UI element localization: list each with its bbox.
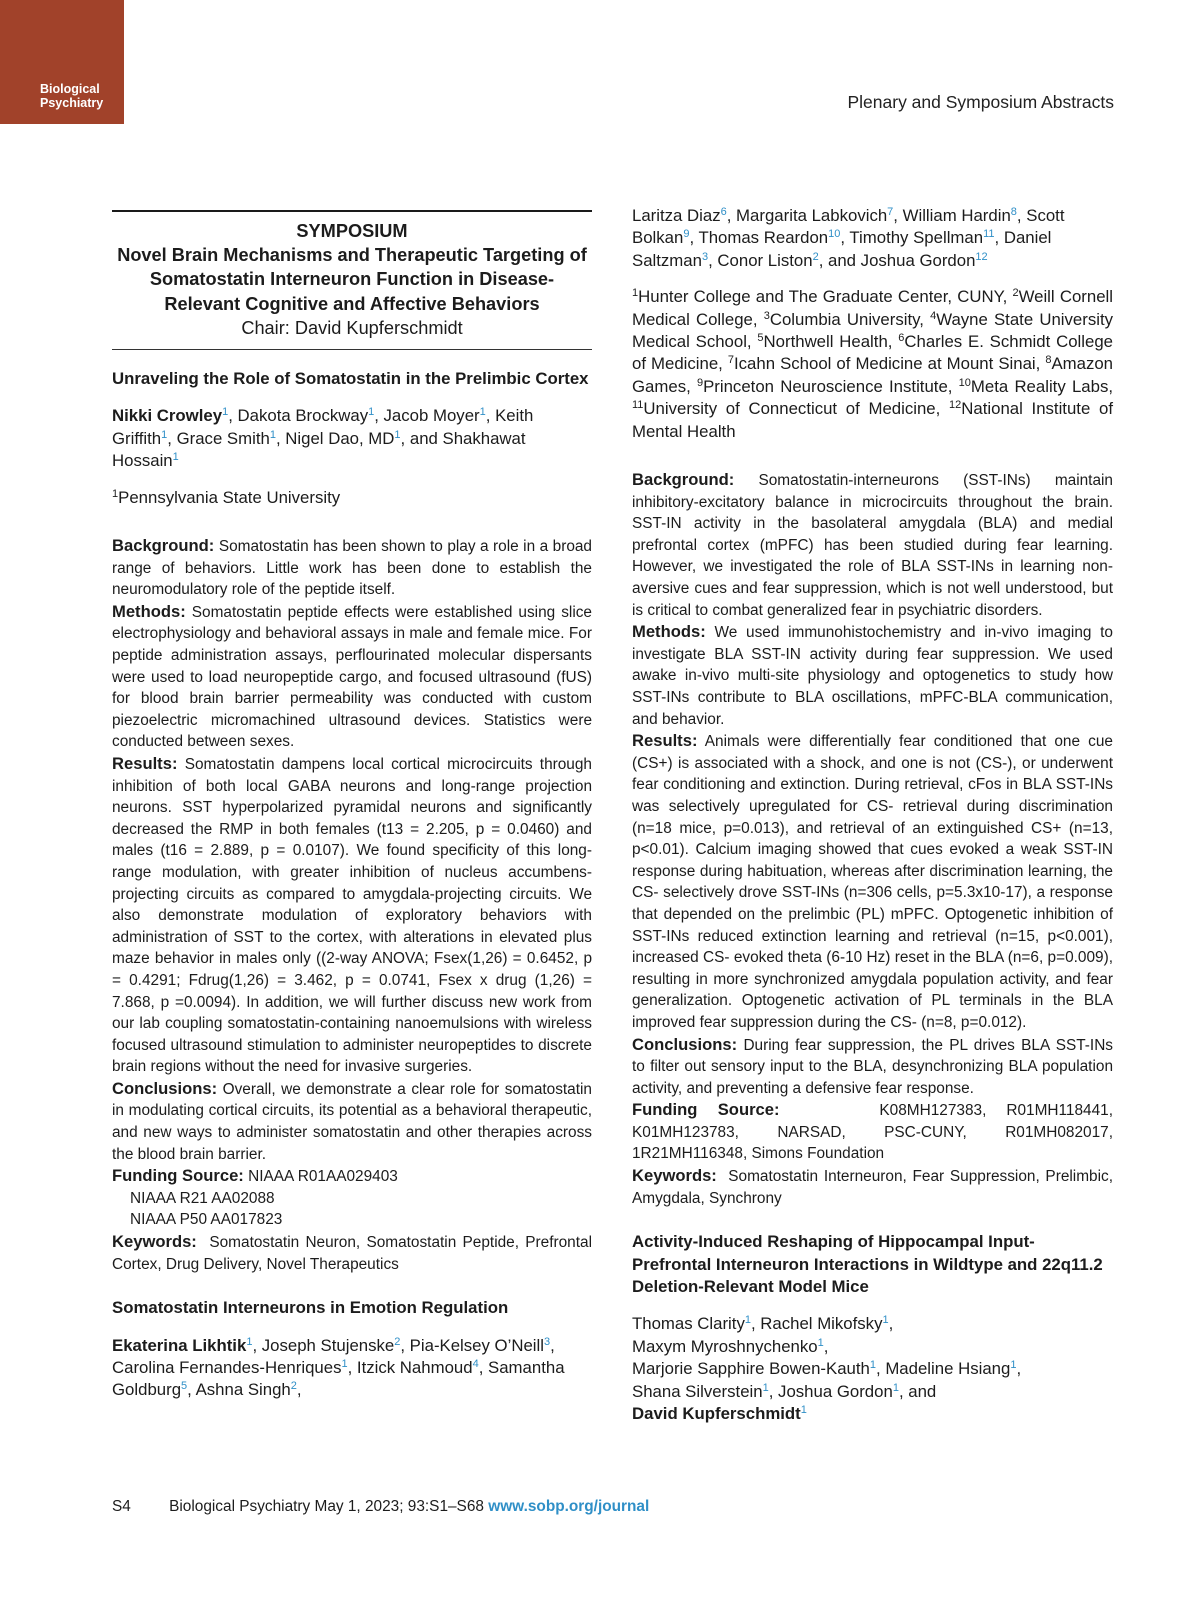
header-divider xyxy=(112,349,592,350)
author-list: Ekaterina Likhtik$^1$, Joseph Stujenske$^2$, Pia-Kelsey O’Neill$^3$, Carolina Fernandes-Henriques$^1$, Itzick Nahmoud$^4$, Samantha Goldburg$^5$, Ashna Singh$^2$, xyxy=(112,1335,565,1400)
brand-line-1: Biological xyxy=(40,82,100,96)
symposium-title: Novel Brain Mechanisms and Therapeutic Targeting of Somatostatin Interneuron Function in Disease-Relevant Cognitive and Affective Behaviors xyxy=(117,245,587,314)
citation: Biological Psychiatry May 1, 2023; 93:S1–S68 xyxy=(169,1498,484,1515)
page-footer xyxy=(112,1498,649,1516)
author-list: Nikki Crowley$^1$, Dakota Brockway$^1$, Jacob Moyer$^1$, Keith Griffith$^1$, Grace Smith$^1$, Nigel Dao, $MD^1$, and Shakhawat Hossain$^1$ xyxy=(112,406,534,471)
page-number: S4 xyxy=(112,1498,131,1515)
results-section: Results: Animals were differentially fear conditioned that one cue (CS+) is associated with a shock, and one is not (CS-), or underwent fear conditioning and extinction. During retrieval, cFos in BLA SST-INs was selectively upregulated for CS- retrieval during discrimination (n=18 mice, p=0.013), and retrieval of an extinguished CS+ (n=13, p<0.01). Calcium imaging showed that cues evoked a weak SST-IN response during habituation, whereas after discrimination learning, the CS- selectively drove SST-INs (n=306 cells, p=5.3x10-17), a response that depended on the prelimbic (PL) mPFC. Optogenetic inhibition of SST-INs reduced extinction learning and retrieval (n=15, p<0.001), increased CS- evoked theta (6-10 Hz) reset in the BLA (n=6, p=0.009), resulting in more synchronized amygdala population activity, and fear generalization. Optogenetic activation of PL terminals in the BLA improved fear suppression during the CS- (n=8, p=0.012). xyxy=(632,731,1113,1031)
left-column xyxy=(112,200,592,1416)
affiliations: $^1$Hunter College and The Graduate Center, CUNY, $^2$Weill Cornell Medical College, $^3$Columbia University, $^4$Wayne State University Medical School, $^5$Northwell Health, $^6$Charles E. Schmidt College of Medicine, $^7$Icahn School of Medicine at Mount Sinai, $^8$Amazon Games, $^9$Princeton Neuroscience Institute, $^{10}$Meta Reality Labs, $^{11}$University of Connecticut of Medicine, $^{12}$National Institute of Mental Health xyxy=(632,287,1114,441)
funding-section: Funding Source: K08MH127383, R01MH118441, K01MH123783, NARSAD, PSC-CUNY, R01MH082017, 1R21MH116348, Simons Foundation xyxy=(632,1100,1113,1163)
author-list-continued: Laritza Diaz$^6$, Margarita Labkovich$^7$, William Hardin$^8$, Scott Bolkan$^9$, Thomas Reardon$^{10}$, Timothy Spellman$^{11}$, Daniel Saltzman$^3$, Conor Liston$^2$, and Joshua Gordon$^{12}$ xyxy=(632,206,1065,270)
affiliation-text: Pennsylvania State University xyxy=(118,487,341,507)
keywords-section: Keywords: Somatostatin Interneuron, Fear Suppression, Prelimbic, Amygdala, Synchrony xyxy=(632,1166,1113,1207)
top-rule xyxy=(112,210,592,212)
methods-section: Methods: We used immunohistochemistry and in-vivo imaging to investigate BLA SST-IN activity during fear suppression. We used awake in-vivo multi-site physiology and optogenetics to study how SST-INs contribute to BLA oscillations, mPFC-BLA communication, and behavior. xyxy=(632,622,1113,728)
conclusions-section: Conclusions: During fear suppression, the PL drives BLA SST-INs to filter out sensory input to the BLA, desynchronizing BLA population activity, and preventing a defensive fear response. xyxy=(632,1034,1114,1097)
running-head: Plenary and Symposium Abstracts xyxy=(847,92,1114,112)
affiliations: $^1$Pennsylvania State University xyxy=(112,487,341,507)
article-title: Unraveling the Role of Somatostatin in the Prelimbic Cortex xyxy=(112,369,589,389)
background-section: Background: Somatostatin-interneurons (SST-INs) maintain inhibitory-excitatory balance in microcircuits throughout the brain. SST-IN activity in the basolateral amygdala (BLA) and medial prefrontal cortex (mPFC) has been studied during fear learning. However, we investigated the role of BLA SST-INs in learning non-aversive cues and fear suppression, which is not well understood, but is critical to combat generalized fear in psychiatric disorders. xyxy=(632,470,1113,619)
results-section: Results: Somatostatin dampens local cortical microcircuits through inhibition of both local GABA neurons and long-range projection neurons. SST hyperpolarized pyramidal neurons and significantly decreased the RMP in both females (t13 = 2.205, p = 0.0460) and males (t16 = 2.889, p = 0.0107). We found specificity of this long-range modulation, with greater inhibition of nucleus accumbens-projecting circuits as compared to amygdala-projecting circuits. We also demonstrate modulation of exploratory behaviors with administration of SST to the cortex, with alterations in elevated plus maze behavior in males only ((2-way ANOVA; Fsex(1,26) = 0.6452, p = 0.4291; Fdrug(1,26) = 3.462, p = 0.0741, Fsex x drug (1,26) = 7.868, p =0.0094). In addition, we will further discuss new work from our lab coupling somatostatin-containing nanoemulsions with wireless focused ultrasound stimulation to administer neuropeptides to discrete brain regions without the need for invasive surgeries. xyxy=(112,753,592,1076)
methods-section: Methods: Somatostatin peptide effects were established using slice electrophysiology and behavioral assays in male and female mice. For peptide administration assays, perflourinated molecular dispersants were used to load neuropeptide cargo, and focused ultrasound (fUS) for blood brain barrier permeability was conducted with custom piezoelectric micromachined ultrasound devices. Statistics were conducted between sexes. xyxy=(112,601,592,751)
author-list: Thomas Clarity$^1$, Rachel Mikofsky$^1$, Maxym Myroshnychenko$^1$, Marjorie Sapphire Bowen-Kauth$^1$, Madeline Hsiang$^1$, Shana Silverstein$^1$, Joshua Gordon$^1$, and David Kupferschmidt$^1$ xyxy=(632,1314,1022,1424)
symposium-header xyxy=(112,216,592,340)
journal-brand-block xyxy=(0,0,124,124)
journal-link[interactable]: www.sobp.org/journal xyxy=(488,1498,650,1515)
background-section: Background: Somatostatin has been shown to play a role in a broad range of behaviors. Little work has been done to establish the neuromodulatory role of the peptide itself. xyxy=(112,536,592,599)
article-title: Somatostatin Interneurons in Emotion Regulation xyxy=(112,1298,509,1318)
funding-section: Funding Source: NIAAA R01AA029403 NIAAA R21 AA02088 NIAAA P50 AA017823 xyxy=(112,1166,398,1229)
right-column xyxy=(632,205,1113,1440)
symposium-label: SYMPOSIUM xyxy=(296,221,408,241)
brand-line-2: Psychiatry xyxy=(40,96,104,110)
conclusions-section: Conclusions: Overall, we demonstrate a clear role for somatostatin in modulating cortical circuits, its potential as a behavioral therapeutic, and new ways to administer somatostatin and other therapies across the blood brain barrier. xyxy=(112,1078,592,1163)
article-title: Activity-Induced Reshaping of Hippocampal Input-Prefrontal Interneuron Interactions in Wildtype and 22q11.2 Deletion-Relevant Model Mice xyxy=(632,1232,1103,1297)
keywords-section: Keywords: Somatostatin Neuron, Somatostatin Peptide, Prefrontal Cortex, Drug Delivery, Novel Therapeutics xyxy=(112,1232,592,1273)
symposium-chair: Chair: David Kupferschmidt xyxy=(241,317,463,338)
